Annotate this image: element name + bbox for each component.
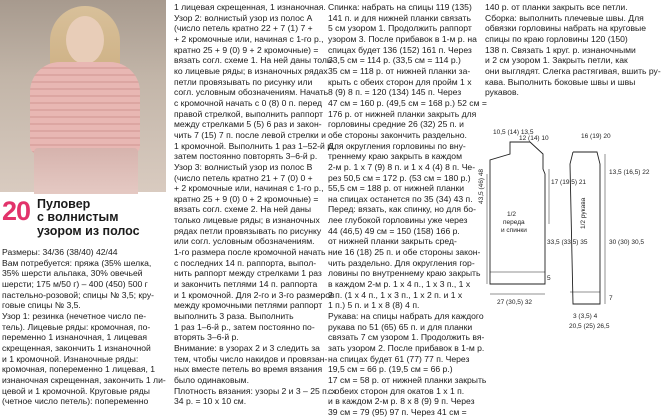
text-line: Вам потребуется: пряжа (35% шелка, xyxy=(2,257,152,268)
text-line: между кромочными петлями раппорт xyxy=(174,300,323,311)
photo-face xyxy=(66,16,104,64)
text-line: 44 (46,5) 49 см = 150 (158) 166 р. xyxy=(328,225,460,236)
text-line: затем постоянно повторять 3–6-й р. xyxy=(174,151,318,162)
text-line: кромочная, попеременно 1 лицевая, 1 xyxy=(2,364,156,375)
text-line: 1-го размера после кромочной начать xyxy=(174,247,326,258)
measure-bottom: 27 (30,5) 32 xyxy=(497,299,533,306)
left-column-text xyxy=(2,247,166,412)
text-line: Для округления горловины по вну- xyxy=(328,140,466,151)
text-line: говые спицы № 3,5. xyxy=(2,300,81,311)
text-line: (четное число петель): попеременно xyxy=(2,396,149,407)
text-line: зать узором 2. После прибавок в 1-м р. xyxy=(328,343,485,353)
pattern-number: 20 xyxy=(2,196,31,226)
text-line: и 2 см узором 1. Закрыть петли, как xyxy=(485,55,628,66)
text-line: Перед: вязать, как спинку, но для бо- xyxy=(328,204,476,215)
title-line: Пуловер xyxy=(37,197,91,211)
text-line: и закончить петлями 14 п. раппорта xyxy=(174,279,318,290)
text-line: нить раппорт между стрелками 1 раз xyxy=(174,268,322,279)
text-line: переменно 1 изнаночная, 1 лицевая xyxy=(2,332,148,343)
text-line: 5 см узором 1. Продолжить раппорт xyxy=(328,23,472,34)
measure-side: 33,5 (33,5) 35 xyxy=(547,239,588,246)
text-line: пастельно-розовой; спицы № 3,5; кру- xyxy=(2,289,155,300)
text-line: ко лицевые ряды; в изнаночных рядах xyxy=(174,65,328,76)
text-line: Плотность вязания: узоры 2 и 3 – 25 п. х xyxy=(174,385,336,396)
text-line: 47 см = 160 р. (49,5 см = 168 р.) 52 см = xyxy=(328,97,487,108)
text-line: рукавов. xyxy=(485,87,519,98)
text-line: или согл. условным обозначениям. xyxy=(174,236,315,247)
measure-sleeve-cap: 13,5 (16,5) 22 xyxy=(609,169,650,176)
measure-cuff-width: 3 (3,5) 4 xyxy=(573,313,598,320)
text-line: треннему краю закрыть в каждом xyxy=(328,151,462,162)
text-line: 17 см = 58 р. от нижней планки закрыть xyxy=(328,374,487,385)
text-line: и 1 кромочной. Изнаночные ряды: xyxy=(2,353,139,364)
text-line: 176 р. от нижней планки закрыть для xyxy=(328,108,477,119)
text-line: 1 раз 1–6-й р., затем постоянно по- xyxy=(174,321,315,332)
text-line: 140 р. от планки закрыть все петли. xyxy=(485,2,628,12)
text-line: ловины по внутреннему краю закрыть xyxy=(328,268,481,279)
text-line: Узор 1: резинка (нечетное число пе- xyxy=(2,310,147,321)
text-line: Спинка: набрать на спицы 119 (135) xyxy=(328,2,472,12)
text-line: между стрелками 5 (5) 6 раз и закон- xyxy=(174,119,322,130)
title-line: с волнистым xyxy=(37,210,119,225)
text-line: рядах петли провязывать по рисунку xyxy=(174,225,322,236)
text-line: 39 см = 79 (95) 97 п. Через 41 см = xyxy=(328,406,467,417)
text-line: 1 кромочной. Выполнить 1 раз 1–52-й р., xyxy=(174,140,337,151)
text-line: выполнить 3 раза. Выполнить xyxy=(174,311,294,322)
text-line: (число петель кратно 21 + 7 (0) 0 + xyxy=(174,172,313,183)
text-line: изнаночная скрещенная, закончить 1 ли- xyxy=(2,374,166,385)
text-line: (число петель кратно 22 + 7 (1) 7 + xyxy=(174,23,313,34)
pattern-title xyxy=(37,198,140,238)
body-outline xyxy=(490,142,545,284)
text-line: 141 п. и для нижней планки связать xyxy=(328,12,471,23)
text-line: кратно 25 + 9 (0) 9 + 2 кромочные) = xyxy=(174,44,319,55)
schematic-svg xyxy=(478,124,650,412)
text-line: и 1 кромочной. Для 2-го и 3-го размеров xyxy=(174,289,335,300)
text-line: согл. условным обозначениям. Начать xyxy=(174,87,329,98)
column-2-text xyxy=(174,2,337,412)
photo-skirt xyxy=(34,148,138,194)
measure-top-mid: 12 (14) 10 xyxy=(519,135,549,142)
text-line: 35% шерсти альпака, 30% овечьей xyxy=(2,268,143,279)
title-line: узором из полос xyxy=(37,223,140,238)
text-line: тель). Лицевые ряды: кромочная, по- xyxy=(2,321,151,332)
measure-cuff: 7 xyxy=(609,295,613,302)
text-line: чить 7 (15) 7 п. после левой стрелки и xyxy=(174,129,326,140)
text-line: Узор 3: волнистый узор из полос В xyxy=(174,161,313,172)
text-line: 138 п. Связать 1 круг. р. изнаночными xyxy=(485,44,636,55)
text-line: + 2 кромочные или, начиная с 1-го р., xyxy=(174,33,324,44)
text-line: спицах будет 136 (152) 161 п. Через xyxy=(328,44,472,55)
text-line: кратно 25 + 9 (0) 0 + 2 кромочные) = xyxy=(174,193,319,204)
text-line: 2-м р. 1 х 7 (9) 8 п. и 1 х 4 (4) 8 п. Че- xyxy=(328,161,476,172)
text-line: 19,5 см = 66 р. (19,5 см = 66 р.) xyxy=(328,364,453,375)
text-line: цевой и 1 кромочной. Круговые ряды xyxy=(2,385,150,396)
photo-sweater xyxy=(30,62,140,154)
text-line: с кромочной начать с 0 (8) 0 п. перед xyxy=(174,97,323,108)
garment-schematic xyxy=(478,124,650,412)
text-line: 55,5 см = 188 р. от нижней планки xyxy=(328,183,465,194)
measure-sleeve-top: 16 (19) 20 xyxy=(581,133,611,140)
text-line: спицы по краю горловины 120 (150) xyxy=(485,33,628,44)
text-line: тем, чтобы число накидов и провязан- xyxy=(174,353,328,364)
text-line: горловины средние 26 (32) 25 п. и xyxy=(328,119,464,130)
model-photo xyxy=(0,0,166,192)
text-line: + 2 кромочные или, начиная с 1-го р., xyxy=(174,183,324,194)
text-line: и в каждом 2-м р. 8 х 8 (9) 9 п. Через xyxy=(328,396,475,407)
text-line: ние 16 (18) 25 п. и обе стороны закон- xyxy=(328,247,481,258)
text-line: вязать согл. схеме 2. На ней даны xyxy=(174,204,312,215)
text-line: 34 р. = 10 х 10 см. xyxy=(174,396,247,407)
text-line: на спицах будет 61 (77) 77 п. Через xyxy=(328,353,470,364)
text-line: рукава по 51 (65) 65 п. и для планки xyxy=(328,321,473,332)
text-line: Размеры: 34/36 (38/40) 42/44 xyxy=(2,247,118,257)
text-line: ных вместе петель во время вязания xyxy=(174,364,323,375)
text-line: 33,5 см = 114 р. (33,5 см = 114 р.) xyxy=(328,55,461,66)
text-line: обвязки горловины набрать на круговые xyxy=(485,23,647,34)
text-line: они выглядят. Слегка растягивая, вшить ру- xyxy=(485,65,661,76)
body-label-2: переда xyxy=(503,219,525,226)
text-line: связать 7 см узором 1. Продолжить вя- xyxy=(328,332,485,343)
text-line: правой стрелкой, выполнить раппорт xyxy=(174,108,323,119)
text-line: кава. Выполнить боковые швы и швы xyxy=(485,76,636,87)
text-line: скрещенная, закончить 1 изнаночной xyxy=(2,342,151,353)
pattern-heading xyxy=(0,192,166,244)
measure-left-total: 43,5 (46) 48 xyxy=(478,168,485,204)
text-line: 35 см = 118 р. от нижней планки за- xyxy=(328,65,471,76)
measure-sleeve-len: 30 (30) 30,5 xyxy=(609,239,645,246)
text-line: рез 50,5 см = 172 р. (53 см = 180 р.) xyxy=(328,172,471,183)
text-line: крыть с обеих сторон для пройм 1 х xyxy=(328,76,472,87)
text-line: было одинаковым. xyxy=(174,374,249,385)
text-line: обе стороны закончить раздельно. xyxy=(328,129,467,140)
text-line: Узор 2: волнистый узор из полос А xyxy=(174,12,313,23)
text-line: 1 п.) 5 п. и 1 х 8 (8) 4 п. xyxy=(328,300,420,311)
measure-armhole: 17 (19,5) 21 xyxy=(551,179,587,186)
column-4-text xyxy=(485,2,661,124)
text-line: вторять 3–6-й р. xyxy=(174,332,239,343)
text-line: с последних 14 п. раппорта, выпол- xyxy=(174,257,317,268)
text-line: от нижней планки закрыть сред- xyxy=(328,236,457,247)
text-line: 8 (9) 8 п. = 120 (134) 145 п. Через xyxy=(328,87,462,98)
text-line: 1 лицевая скрещенная, 1 изнаночная. xyxy=(174,2,326,12)
text-line: с обеих сторон для окатов 1 х 1 п. xyxy=(328,385,465,396)
text-line: узором 3. После прибавок в 1-м р. на xyxy=(328,33,477,44)
measure-hem: 5 xyxy=(547,275,551,282)
text-line: Сборка: выполнить плечевые швы. Для xyxy=(485,12,644,23)
measure-top-left: 10,5 (14) 13,5 xyxy=(493,129,534,136)
text-line: чить раздельно. Для округления гор- xyxy=(328,257,475,268)
text-line: Рукава: на спицы набрать для каждого xyxy=(328,311,484,322)
text-line: в каждом 2-м р. 1 х 4 п., 1 х 3 п., 1 х xyxy=(328,279,471,290)
measure-bottom-sleeve: 20,5 (25) 26,5 xyxy=(569,323,610,330)
sleeve-label: 1/2 рукава xyxy=(580,197,587,229)
text-line: только лицевые ряды; в изнаночных xyxy=(174,215,320,226)
body-label-1: 1/2 xyxy=(507,211,517,218)
text-line: петли провязывать по рисунку или xyxy=(174,76,313,87)
text-line: лее глубокой горловины уже через xyxy=(328,215,468,226)
text-line: шерсти; 175 м/50 г) – 400 (450) 500 г xyxy=(2,278,148,289)
text-line: вязать согл. схеме 1. На ней даны толь- xyxy=(174,55,335,66)
body-label-3: и спинки xyxy=(501,227,527,234)
text-line: Внимание: в узорах 2 и 3 следить за xyxy=(174,343,320,353)
text-line: 2 п. (1 х 4 п., 1 х 3 п., 1 х 2 п. и 1 х xyxy=(328,289,463,300)
text-line: на спицах останется по 35 (34) 43 п. xyxy=(328,193,473,204)
